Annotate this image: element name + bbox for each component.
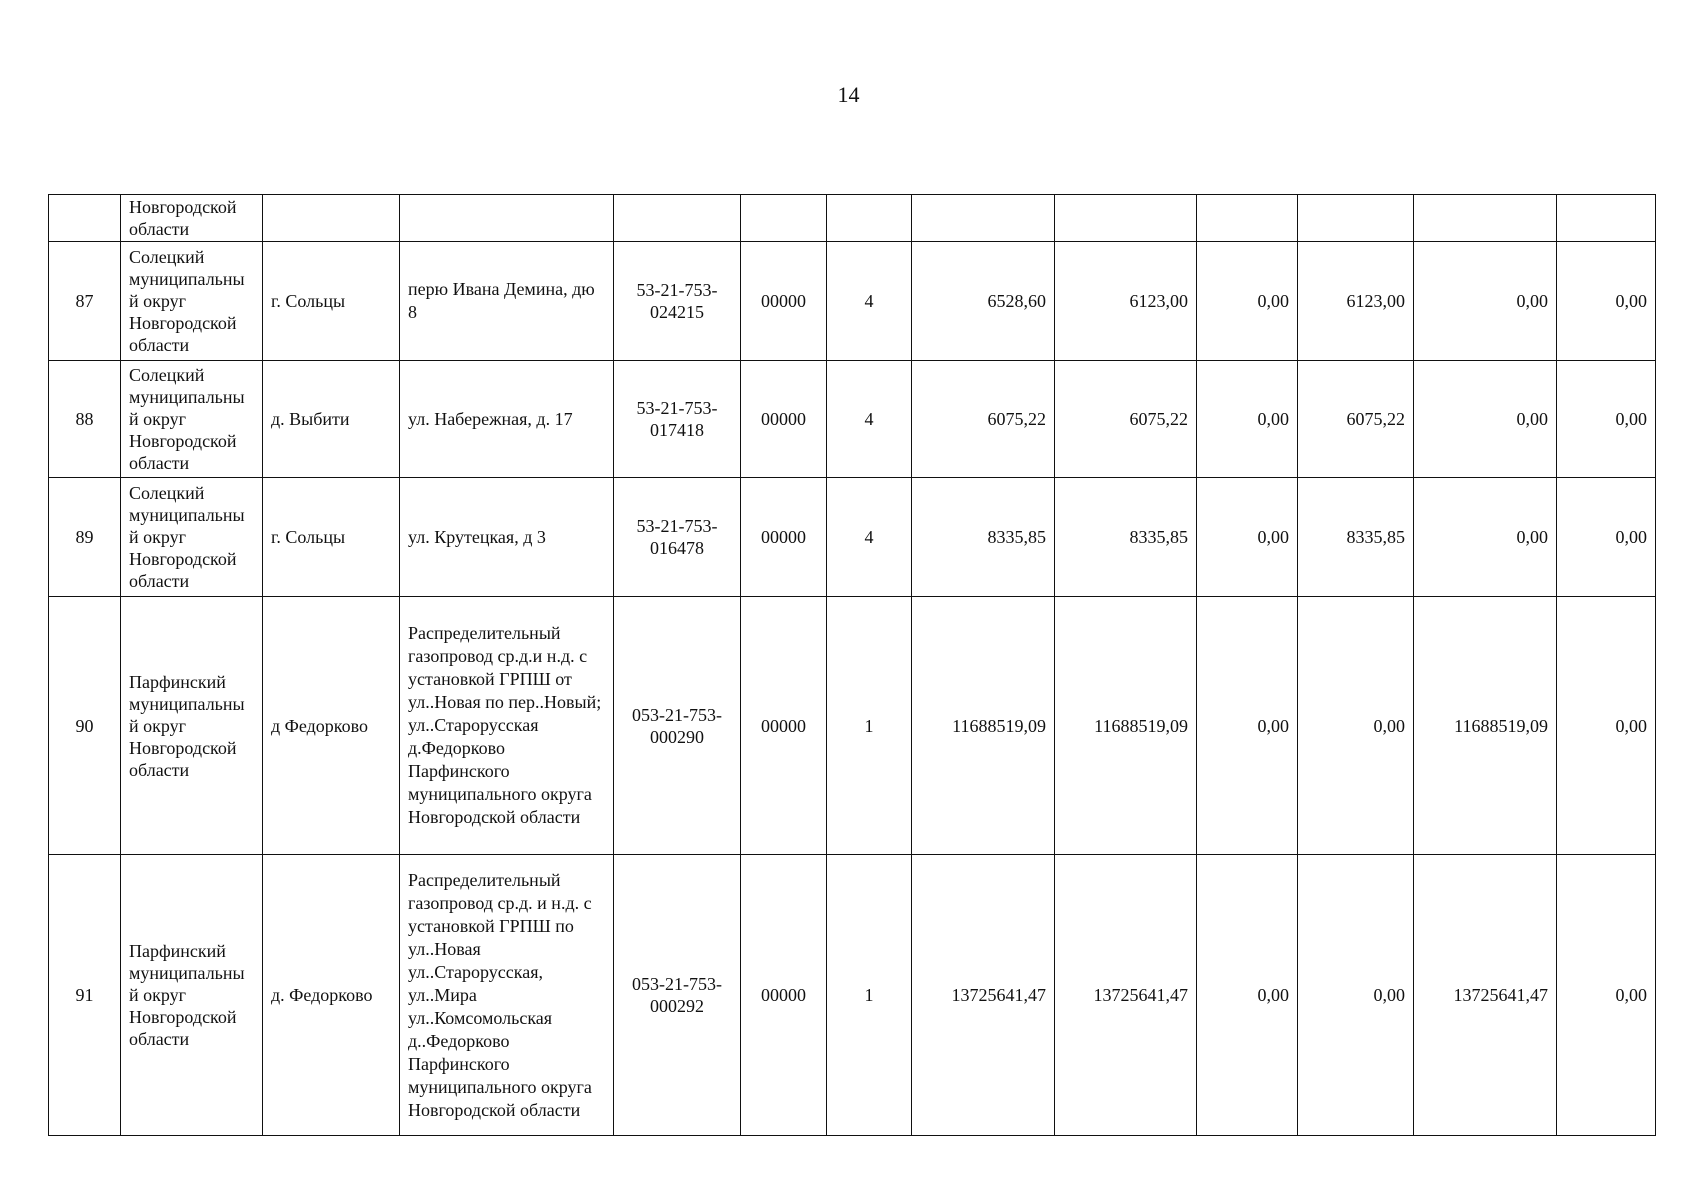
cell-value-4: 6123,00 [1298,242,1414,361]
cell-value-3: 0,00 [1197,478,1298,597]
cell-value-3: 0,00 [1197,855,1298,1136]
table-row [49,242,1656,361]
cell-category: 1 [827,597,912,855]
cell-category: 4 [827,361,912,478]
cell-row-number: 88 [49,361,121,478]
cell-oktmo: 053-21-753-000290 [614,597,741,855]
cell-value-6: 0,00 [1557,855,1656,1136]
cell-value-6: 0,00 [1557,597,1656,855]
cell-address [400,195,614,242]
cell-value-6: 0,00 [1557,361,1656,478]
cell-code: 00000 [741,242,827,361]
table-row [49,855,1656,1136]
cell-row-number: 87 [49,242,121,361]
cell-municipality: Парфинский муниципальный округ Новгородской области [121,597,263,855]
cell-oktmo: 53-21-753-017418 [614,361,741,478]
cell-address: Распределительный газопровод ср.д.и н.д. с установкой ГРПШ от ул..Новая по пер..Новый; ул..Старорусская д.Федорково Парфинского муниципального округа Новгородской области [400,597,614,855]
cell-municipality: Парфинский муниципальный округ Новгородской области [121,855,263,1136]
cell-category [827,195,912,242]
cell-value-1 [912,195,1055,242]
table-row [49,361,1656,478]
cell-value-5: 0,00 [1414,478,1557,597]
cell-address: ул. Набережная, д. 17 [400,361,614,478]
cell-category: 4 [827,242,912,361]
cell-value-4: 8335,85 [1298,478,1414,597]
cell-value-4: 6075,22 [1298,361,1414,478]
cell-settlement [263,195,400,242]
page-number: 14 [837,82,860,107]
table-row [49,597,1656,855]
cell-value-1: 8335,85 [912,478,1055,597]
cell-value-5: 13725641,47 [1414,855,1557,1136]
table-row [49,195,1656,242]
cell-value-2: 13725641,47 [1055,855,1197,1136]
cell-value-3 [1197,195,1298,242]
cell-code: 00000 [741,478,827,597]
cell-oktmo [614,195,741,242]
cell-value-1: 11688519,09 [912,597,1055,855]
cell-value-5 [1414,195,1557,242]
cell-settlement: г. Сольцы [263,478,400,597]
cell-value-5: 0,00 [1414,242,1557,361]
cell-value-1: 6075,22 [912,361,1055,478]
cell-settlement: д Федорково [263,597,400,855]
cell-row-number [49,195,121,242]
cell-oktmo: 053-21-753-000292 [614,855,741,1136]
cell-category: 4 [827,478,912,597]
cell-value-4: 0,00 [1298,597,1414,855]
cell-oktmo: 53-21-753-016478 [614,478,741,597]
cell-row-number: 90 [49,597,121,855]
cell-value-1: 13725641,47 [912,855,1055,1136]
cell-value-5: 11688519,09 [1414,597,1557,855]
cell-row-number: 89 [49,478,121,597]
cell-settlement: д. Федорково [263,855,400,1136]
table-row [49,478,1656,597]
cell-value-2 [1055,195,1197,242]
cell-value-6: 0,00 [1557,242,1656,361]
cell-municipality: Новгородской области [121,195,263,242]
cell-settlement: г. Сольцы [263,242,400,361]
cell-code: 00000 [741,597,827,855]
cell-address: перю Ивана Демина, дю 8 [400,242,614,361]
cell-code [741,195,827,242]
cell-value-3: 0,00 [1197,597,1298,855]
cell-category: 1 [827,855,912,1136]
cell-value-6 [1557,195,1656,242]
cell-value-4: 0,00 [1298,855,1414,1136]
registry-table [48,194,1656,1136]
cell-value-3: 0,00 [1197,361,1298,478]
cell-code: 00000 [741,361,827,478]
cell-value-4 [1298,195,1414,242]
cell-value-2: 6075,22 [1055,361,1197,478]
cell-municipality: Солецкий муниципальный округ Новгородской области [121,478,263,597]
cell-address: ул. Крутецкая, д 3 [400,478,614,597]
cell-value-2: 6123,00 [1055,242,1197,361]
cell-code: 00000 [741,855,827,1136]
cell-municipality: Солецкий муниципальный округ Новгородской области [121,242,263,361]
cell-value-3: 0,00 [1197,242,1298,361]
cell-settlement: д. Выбити [263,361,400,478]
cell-oktmo: 53-21-753-024215 [614,242,741,361]
cell-value-2: 8335,85 [1055,478,1197,597]
cell-address: Распределительный газопровод ср.д. и н.д. с установкой ГРПШ по ул..Новая ул..Старорусская, ул..Мира ул..Комсомольская д..Федорково Парфинского муниципального округа Новгородской области [400,855,614,1136]
cell-value-1: 6528,60 [912,242,1055,361]
cell-municipality: Солецкий муниципальный округ Новгородской области [121,361,263,478]
cell-value-5: 0,00 [1414,361,1557,478]
cell-value-6: 0,00 [1557,478,1656,597]
cell-row-number: 91 [49,855,121,1136]
cell-value-2: 11688519,09 [1055,597,1197,855]
